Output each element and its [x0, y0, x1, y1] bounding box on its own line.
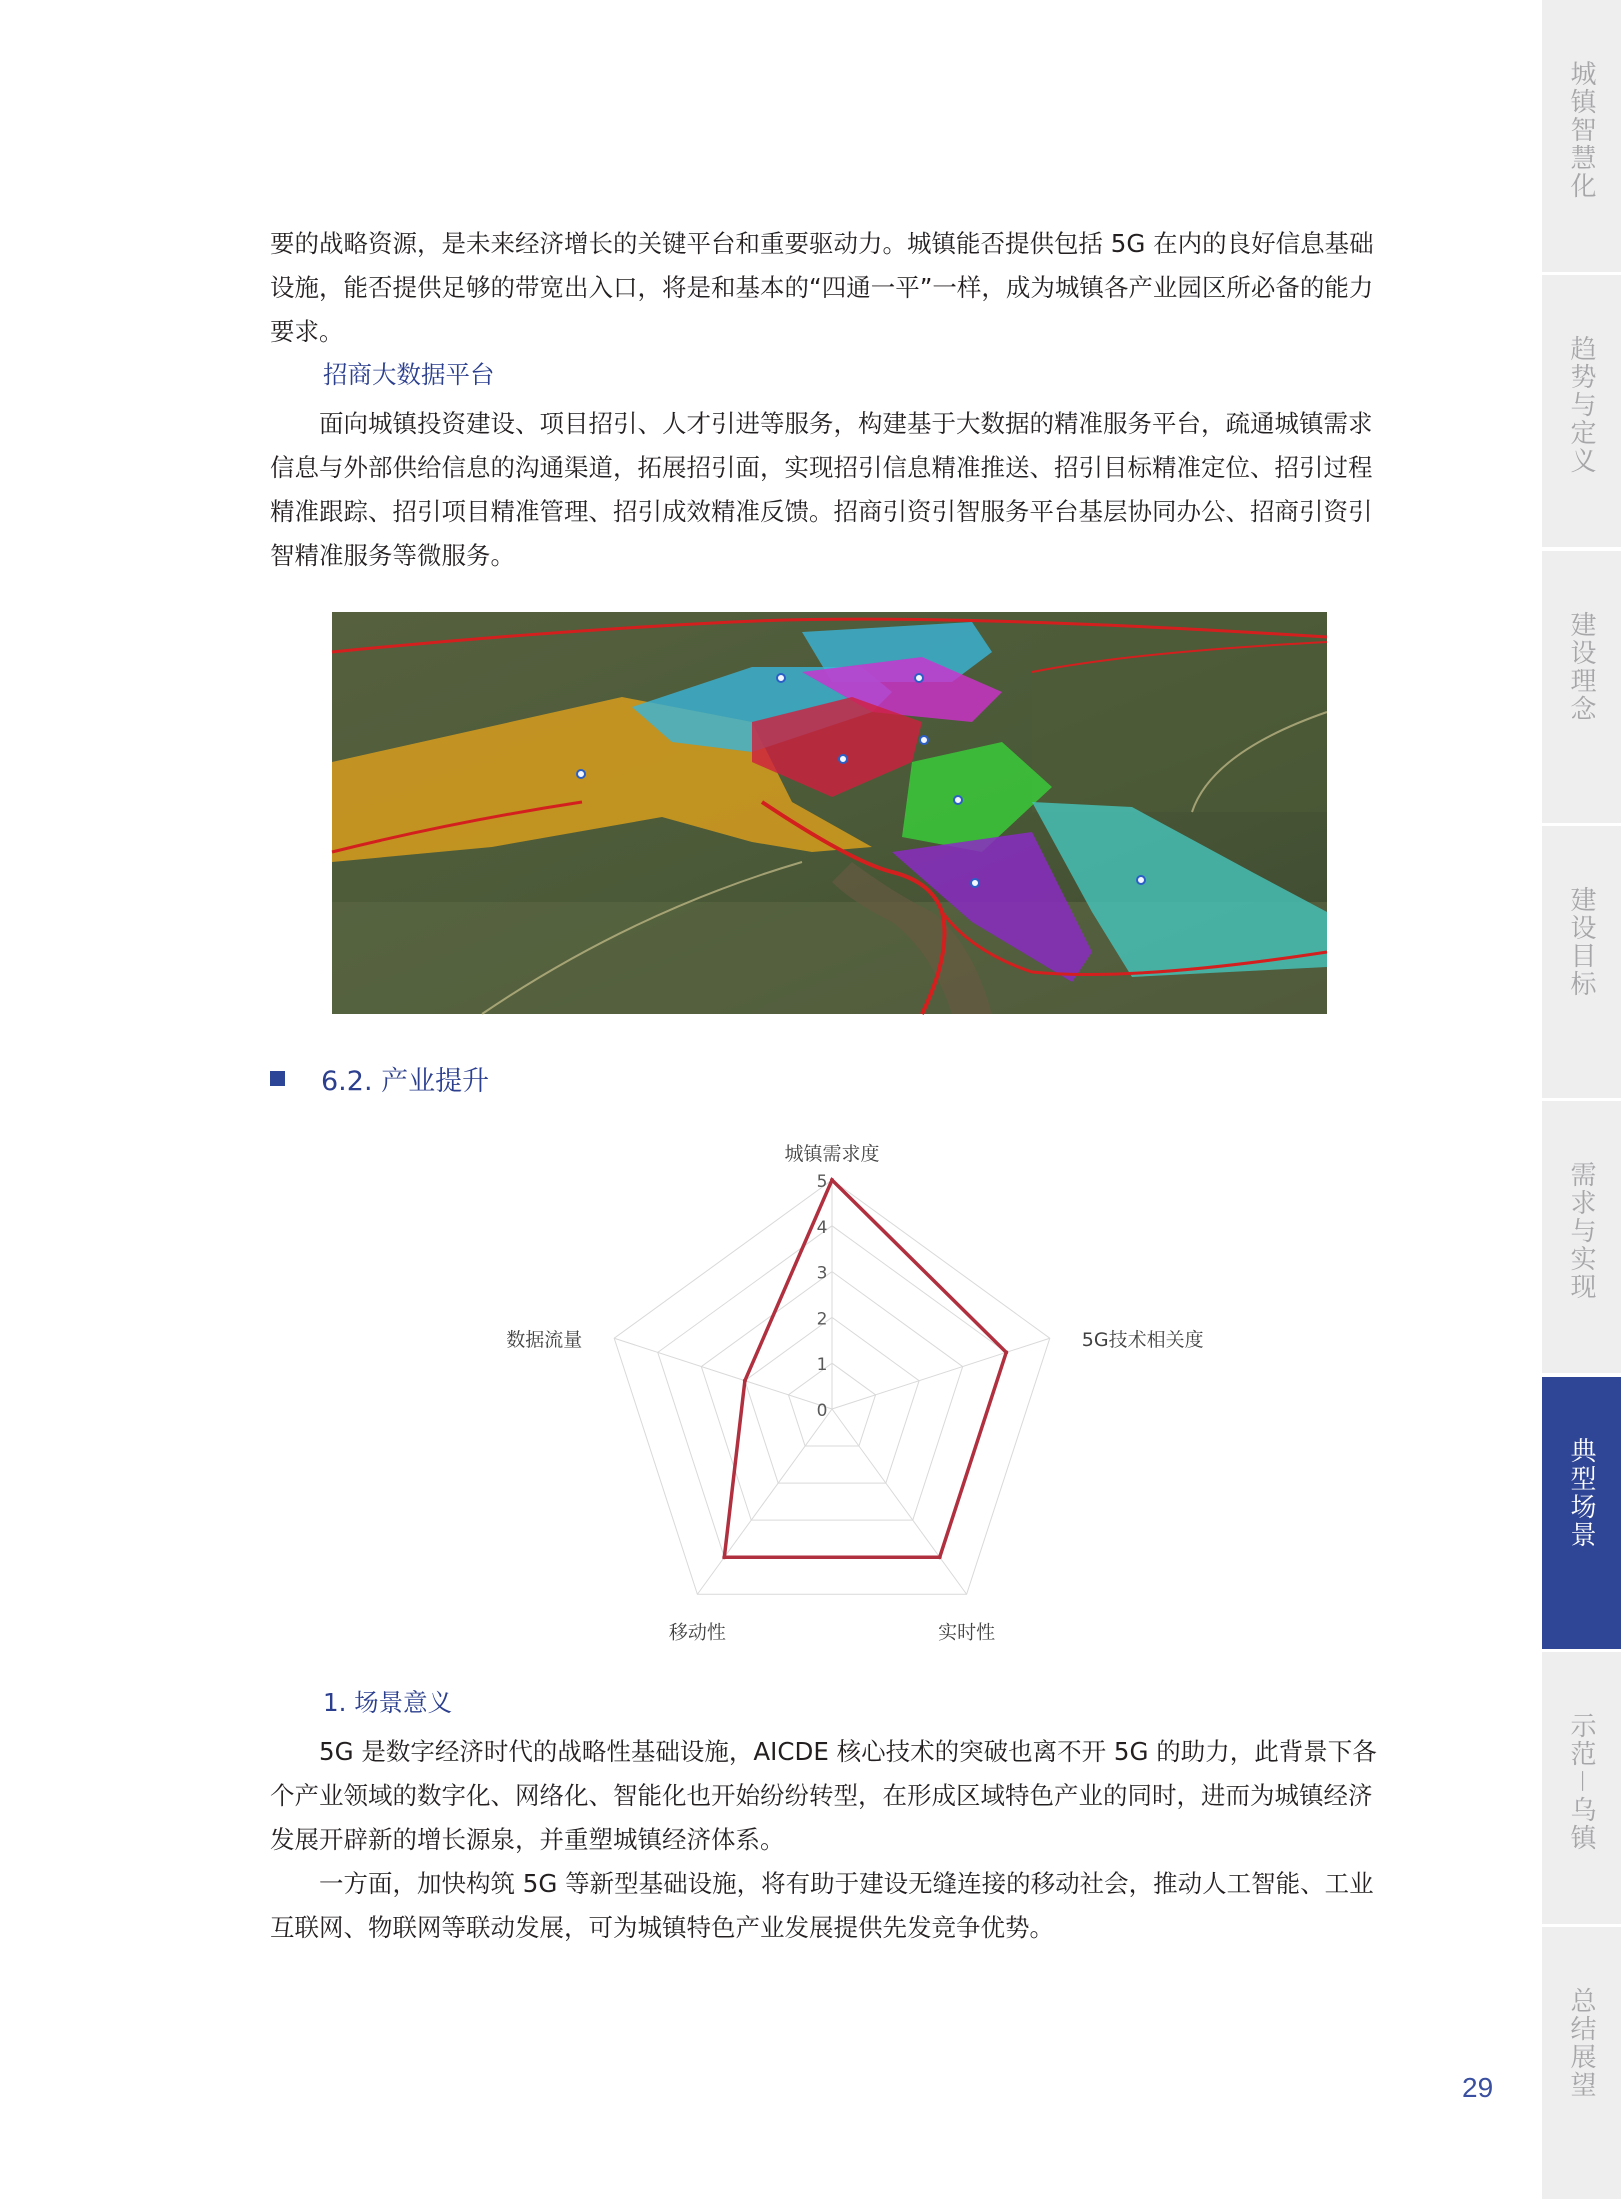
- sidebar-tab-8[interactable]: [1542, 1927, 1621, 2199]
- sidebar-tab-label: 城镇智慧化: [1566, 60, 1596, 200]
- radar-axis-label: 5G技术相关度: [1081, 1329, 1204, 1352]
- radar-spoke: [832, 1338, 1050, 1409]
- sidebar-tab-6[interactable]: [1542, 1377, 1621, 1649]
- sidebar-tab-label: 示范－乌镇: [1566, 1711, 1596, 1852]
- paragraph-investment-platform: 面向城镇投资建设、项目招引、人才引进等服务，构建基于大数据的精准服务平台，疏通城镇需求信息与外部供给信息的沟通渠道，拓展招引面，实现招引信息精准推送、招引目标精准定位、招引过程精准跟踪、招引项目精准管理、招引成效精准反馈。招商引资引智服务平台基层协同办公、招商引资引智精准服务等微服务。: [270, 409, 1373, 570]
- sidebar-tab-label: 总结展望: [1566, 1987, 1596, 2100]
- radar-spoke: [614, 1338, 832, 1409]
- radar-spoke: [832, 1409, 967, 1594]
- section-bullet-square: [270, 1071, 285, 1086]
- chapter-sidebar: [1542, 0, 1621, 2200]
- paragraph-5g-advantage: 一方面，加快构筑 5G 等新型基础设施，将有助于建设无缝连接的移动社会，推动人工智能、工业互联网、物联网等联动发展，可为城镇特色产业发展提供先发竞争优势。: [270, 1869, 1374, 1942]
- paragraph-5g-infrastructure: 5G 是数字经济时代的战略性基础设施，AICDE 核心技术的突破也离不开 5G 的助力，此背景下各个产业领域的数字化、网络化、智能化也开始纷纷转型，在形成区域特色产业的同时，进而为城镇经济发展开辟新的增长源泉，并重塑城镇经济体系。: [270, 1737, 1377, 1854]
- radar-spoke: [697, 1409, 832, 1594]
- section-title: 6.2. 产业提升: [321, 1065, 490, 1097]
- sidebar-tab-label: 需求与实现: [1566, 1161, 1596, 1302]
- radar-axis-label: 实时性: [938, 1621, 996, 1644]
- radar-axis-label: 数据流量: [506, 1329, 583, 1352]
- sidebar-tab-3[interactable]: [1542, 551, 1621, 823]
- section-heading: [270, 1060, 489, 1096]
- radar-tick-label: 3: [816, 1263, 828, 1284]
- radar-tick-label: 1: [816, 1355, 828, 1376]
- sidebar-tab-1[interactable]: [1542, 0, 1621, 272]
- satellite-zone-map: [332, 612, 1327, 1014]
- subheading-investment-platform: 招商大数据平台: [323, 360, 495, 389]
- page-number: 29: [1462, 2072, 1494, 2103]
- radar-chart: [470, 1130, 1230, 1644]
- sidebar-tab-label: 趋势与定义: [1566, 335, 1596, 476]
- paragraph-intro: 要的战略资源，是未来经济增长的关键平台和重要驱动力。城镇能否提供包括 5G 在内的良好信息基础设施，能否提供足够的带宽出入口，将是和基本的“四通一平”一样，成为城镇各产业园区所必备的能力要求。: [270, 229, 1374, 346]
- radar-axis-label: 城镇需求度: [784, 1143, 880, 1165]
- sidebar-tab-5[interactable]: [1542, 1101, 1621, 1373]
- radar-data-point: [830, 1178, 834, 1182]
- sidebar-tab-4[interactable]: [1542, 826, 1621, 1098]
- radar-tick-label: 0: [816, 1401, 828, 1421]
- radar-data-point: [938, 1555, 942, 1559]
- radar-data-point: [1004, 1350, 1008, 1354]
- radar-series-line: [724, 1180, 1006, 1557]
- sidebar-tab-7[interactable]: [1542, 1652, 1621, 1924]
- radar-tick-label: 2: [816, 1309, 828, 1330]
- radar-axis-label: 移动性: [668, 1621, 726, 1644]
- radar-data-point: [722, 1555, 726, 1559]
- radar-tick-label: 5: [816, 1172, 828, 1192]
- subheading-scenario-meaning: 1. 场景意义: [323, 1688, 453, 1717]
- sidebar-tab-label: 建设理念: [1566, 610, 1596, 723]
- sidebar-tab-label: 典型场景: [1566, 1436, 1596, 1549]
- sidebar-tab-label: 建设目标: [1566, 885, 1596, 998]
- sidebar-tab-2[interactable]: [1542, 275, 1621, 547]
- radar-tick-label: 4: [816, 1217, 828, 1238]
- radar-data-point: [743, 1379, 747, 1383]
